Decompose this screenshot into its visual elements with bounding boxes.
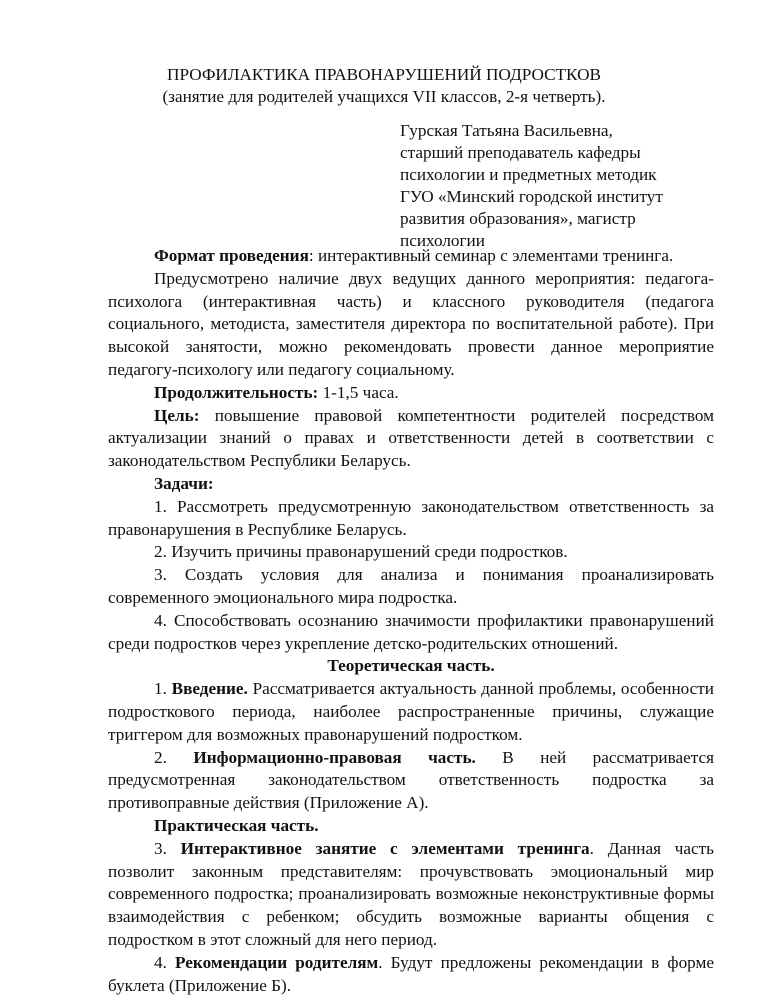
duration-label: Продолжительность: bbox=[154, 382, 319, 402]
author-line: психологии и предметных методик bbox=[400, 165, 657, 184]
document-subtitle: (занятие для родителей учащихся VII классов, 2-я четверть). bbox=[162, 87, 606, 106]
duration-paragraph bbox=[108, 382, 714, 405]
theory-item: 2. Информационно-правовая часть. В ней рассматривается предусмотренная законодательством ответственность подростка за противоправные действия (Приложение А). bbox=[108, 747, 715, 813]
practice-heading: Практическая часть. bbox=[154, 815, 319, 835]
tasks-heading: Задачи: bbox=[154, 473, 214, 493]
duration-text: 1-1,5 часа. bbox=[318, 382, 399, 402]
document-body bbox=[108, 245, 714, 997]
practice-item-label: Интерактивное занятие с элементами тренинга bbox=[180, 838, 590, 858]
format-label: Формат проведения bbox=[154, 246, 309, 265]
theory-item-label: Информационно-правовая часть. bbox=[193, 747, 476, 767]
task-item: 3. Создать условия для анализа и понимания проанализировать современного эмоционального мира подростка. bbox=[108, 565, 714, 607]
author-line: психологии bbox=[400, 231, 485, 250]
format-paragraph bbox=[108, 245, 714, 268]
author-line: старший преподаватель кафедры bbox=[400, 143, 641, 162]
document-title: ПРОФИЛАКТИКА ПРАВОНАРУШЕНИЙ ПОДРОСТКОВ bbox=[167, 65, 601, 84]
practice-item: 3. Интерактивное занятие с элементами тренинга. Данная часть позволит законным представителям: прочувствовать эмоциональный мир современного подростка; проанализировать возможные неконструктивные формы взаимодействия с ребенком; обсудить возможные варианты общения с подростком в этот сложный для него период. bbox=[108, 838, 715, 949]
theory-heading: Теоретическая часть. bbox=[327, 656, 495, 676]
task-item: 2. Изучить причины правонарушений среди подростков. bbox=[154, 542, 568, 562]
format-text: : интерактивный семинар с элементами тренинга. bbox=[308, 246, 674, 265]
goal-label: Цель: bbox=[154, 405, 200, 425]
practice-item: 4. Рекомендации родителям. Будут предложены рекомендации в форме буклета (Приложение Б). bbox=[108, 952, 714, 995]
theory-item-label: Введение. bbox=[171, 679, 248, 699]
theory-item: 1. Введение. Рассматривается актуальность данной проблемы, особенности подросткового периода, наиболее распространенные причины, служащие триггером для возможных правонарушений подростком. bbox=[108, 679, 715, 744]
author-line: развития образования», магистр bbox=[400, 209, 636, 228]
goal-paragraph bbox=[108, 405, 714, 473]
author-line: ГУО «Минский городской институт bbox=[400, 187, 663, 206]
author-block bbox=[400, 120, 700, 252]
practice-item-label: Рекомендации родителям bbox=[175, 952, 379, 972]
task-item: 4. Способствовать осознанию значимости профилактики правонарушений среди подростков через укрепление детско-родительских отношений. bbox=[108, 610, 714, 653]
goal-text: повышение правовой компетентности родителей посредством актуализации знаний о правах и ответственности детей в соответствии с законодательством Республики Беларусь. bbox=[108, 405, 714, 471]
author-line: Гурская Татьяна Васильевна, bbox=[400, 121, 613, 140]
hosts-paragraph: Предусмотрено наличие двух ведущих данного мероприятия: педагога-психолога (интерактивная часть) и классного руководителя (педагога социального, методиста, заместителя директора по воспитательной работе). При высокой занятости, можно рекомендовать провести данное мероприятие педагогу-психологу или педагогу социальному. bbox=[108, 268, 714, 379]
task-item: 1. Рассмотреть предусмотренную законодательством ответственность за правонарушения в Республике Беларусь. bbox=[108, 496, 714, 539]
